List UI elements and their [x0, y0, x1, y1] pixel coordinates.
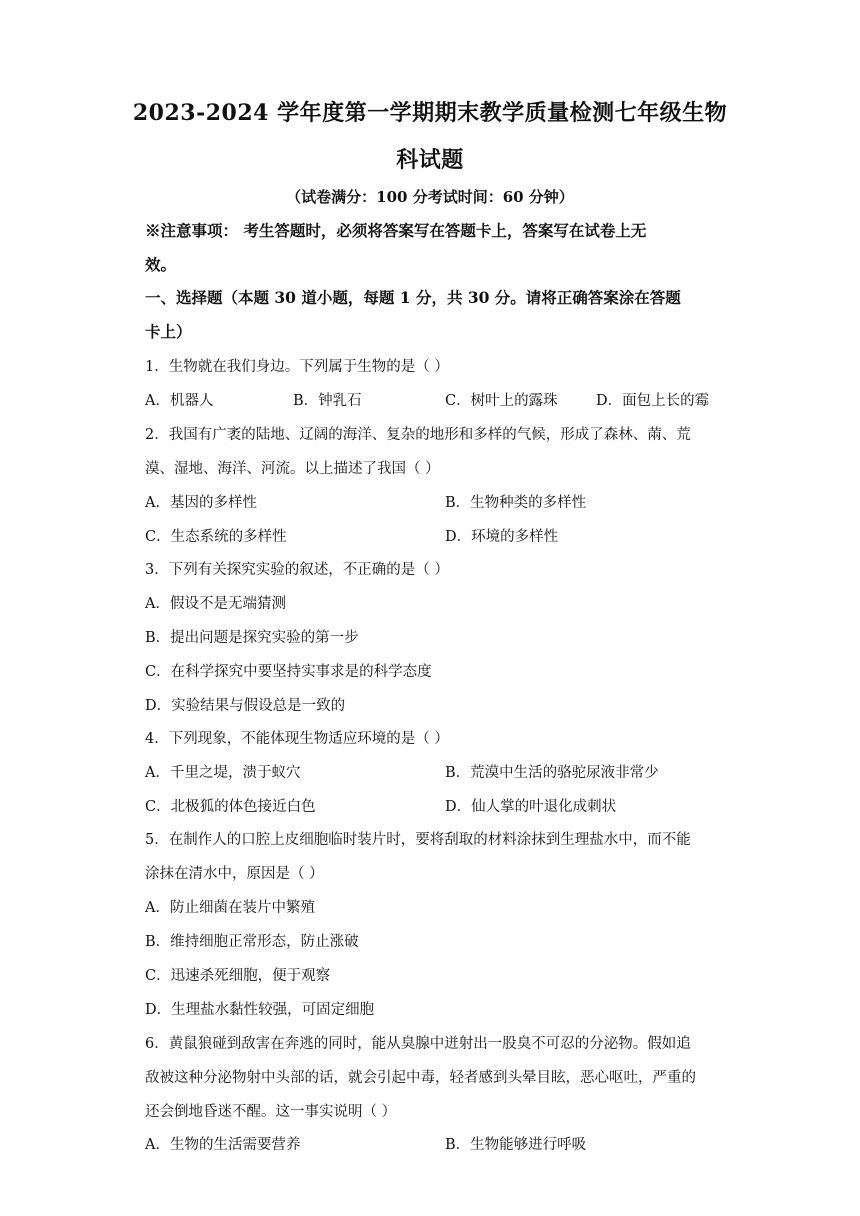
section1-heading-line1: 一、选择题（本题 30 道小题，每题 1 分，共 30 分。请将正确答案涂在答题 [145, 288, 681, 307]
question-4-option-d: D．仙人掌的叶退化成刺状 [445, 799, 617, 815]
question-3-option-c: C．在科学探究中要坚持实事求是的科学态度 [145, 664, 432, 680]
section1-heading-line2: 卡上） [145, 322, 192, 341]
question-3-option-d: D．实验结果与假设总是一致的 [145, 698, 346, 714]
question-5-stem-line1: 5．在制作人的口腔上皮细胞临时装片时，要将刮取的材料涂抹到生理盐水中，而不能 [145, 832, 691, 848]
question-3-option-b: B．提出问题是探究实验的第一步 [145, 630, 359, 646]
question-2-stem-line2: 漠、湿地、海洋、河流。以上描述了我国（ ） [145, 461, 440, 477]
question-6-stem-line2: 敌被这种分泌物射中头部的话，就会引起中毒，轻者感到头晕目眩，恶心呕吐，严重的 [145, 1070, 696, 1086]
question-4-option-b: B．荒漠中生活的骆驼尿液非常少 [445, 765, 659, 781]
question-2-option-c: C．生态系统的多样性 [145, 529, 287, 545]
question-6-option-a: A．生物的生活需要营养 [145, 1137, 301, 1153]
question-1-option-b: B．钟乳石 [293, 393, 362, 409]
question-6-option-b: B．生物能够进行呼吸 [445, 1137, 587, 1153]
question-4-option-a: A．千里之堤，溃于蚁穴 [145, 765, 301, 781]
question-4-option-c: C．北极狐的体色接近白色 [145, 799, 316, 815]
exam-title-line1: 2023-2024 学年度第一学期期末教学质量检测七年级生物 [132, 100, 728, 126]
question-2-stem-line1: 2．我国有广袤的陆地、辽阔的海洋、复杂的地形和多样的气候，形成了森林、䓣、荒 [145, 427, 691, 443]
question-2-option-b: B．生物种类的多样性 [445, 495, 587, 511]
question-3-stem: 3．下列有关探究实验的叙述，不正确的是（ ） [145, 562, 449, 578]
exam-title-line2: 科试题 [396, 147, 464, 173]
question-5-stem-line2: 涂抹在清水中，原因是（ ） [145, 866, 324, 882]
question-2-option-a: A．基因的多样性 [145, 495, 257, 511]
question-2-option-d: D．环境的多样性 [445, 529, 559, 545]
question-1-option-a: A．机器人 [145, 393, 214, 409]
exam-meta: （试卷满分：100 分考试时间：60 分钟） [286, 188, 574, 206]
question-5-option-d: D．生理盐水黏性较强，可固定细胞 [145, 1002, 375, 1018]
question-4-stem: 4．下列现象，不能体现生物适应环境的是（ ） [145, 731, 449, 747]
notice-line2: 效。 [145, 255, 177, 274]
question-5-option-b: B．维持细胞正常形态，防止涨破 [145, 934, 359, 950]
question-5-option-a: A．防止细菌在装片中繁殖 [145, 900, 315, 916]
question-5-option-c: C．迅速杀死细胞，便于观察 [145, 968, 331, 984]
question-1-option-d: D．面包上长的霉 [596, 393, 710, 409]
notice-line1: ※注意事项： 考生答题时，必须将答案写在答题卡上，答案写在试卷上无 [145, 221, 647, 240]
question-1-option-c: C．树叶上的露珠 [445, 393, 558, 409]
question-6-stem-line1: 6．黄鼠狼碰到敌害在奔逃的同时，能从臭腺中迸射出一股臭不可忍的分泌物。假如追 [145, 1036, 691, 1052]
question-1-stem: 1．生物就在我们身边。下列属于生物的是（ ） [145, 359, 449, 375]
question-3-option-a: A．假设不是无端猜测 [145, 596, 286, 612]
question-6-stem-line3: 还会倒地昏迷不醒。这一事实说明（ ） [145, 1104, 397, 1120]
